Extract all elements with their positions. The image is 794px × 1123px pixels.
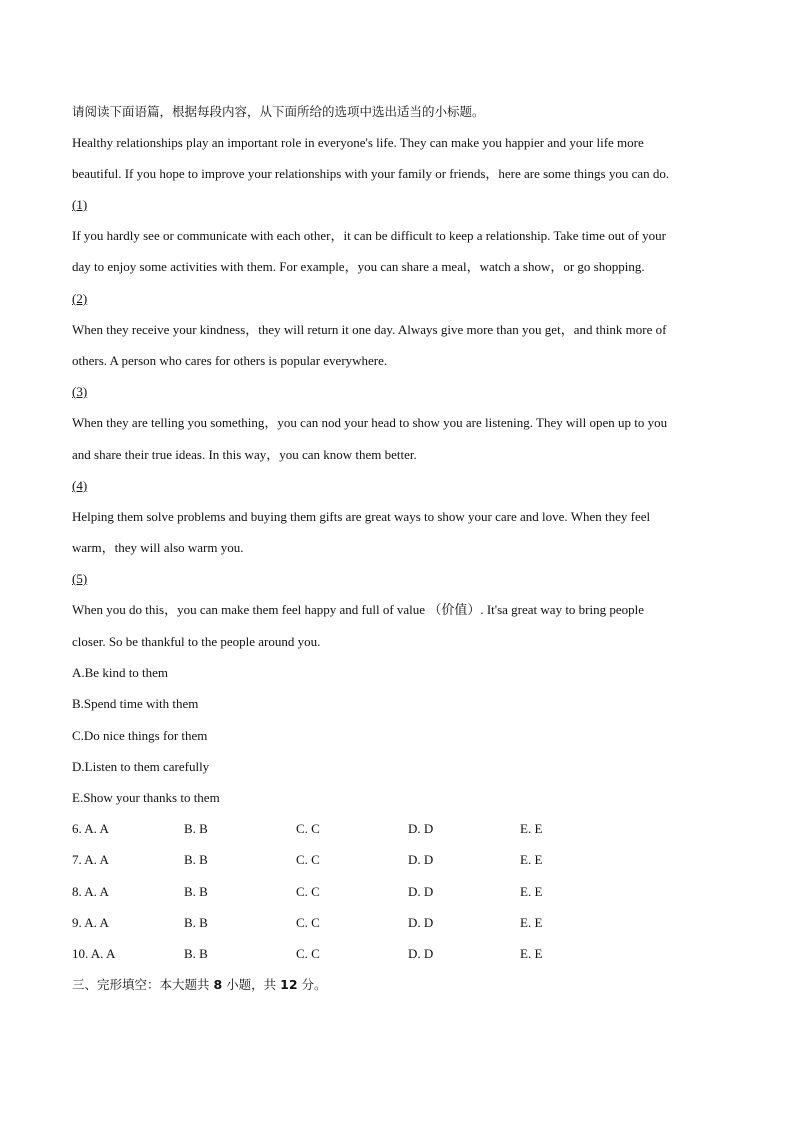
paragraph-marker-1: (1)	[72, 197, 88, 212]
paragraph-1-line-2: day to enjoy some activities with them. For example，you can share a meal，watch a show，or go shopping.	[72, 259, 645, 274]
question-9-option-d[interactable]: D. D	[408, 915, 434, 930]
section-question-count: 8	[213, 977, 223, 992]
question-6-option-d[interactable]: D. D	[408, 821, 434, 836]
intro-line-2: beautiful. If you hope to improve your relationships with your family or friends，here are some things you can do.	[72, 166, 670, 181]
question-9-option-c[interactable]: C. C	[296, 915, 320, 930]
paragraph-1-line-1: If you hardly see or communicate with each other，it can be difficult to keep a relationship. Take time out of your	[72, 228, 666, 243]
question-8-option-b[interactable]: B. B	[184, 884, 208, 899]
question-7-option-a[interactable]: 7. A. A	[72, 852, 109, 867]
paragraph-5-line-1: When you do this，you can make them feel happy and full of value （价值）. It'sa great way to bring people	[72, 602, 645, 617]
question-8-option-c[interactable]: C. C	[296, 884, 320, 899]
question-row	[72, 820, 722, 838]
question-10-option-d[interactable]: D. D	[408, 946, 434, 961]
choice-c: C.Do nice things for them	[72, 728, 208, 743]
paragraph-5-line-2: closer. So be thankful to the people around you.	[72, 634, 321, 649]
paragraph-marker-2: (2)	[72, 291, 88, 306]
paragraph-2-line-1: When they receive your kindness，they will return it one day. Always give more than you get，and think more of	[72, 322, 667, 337]
choice-e: E.Show your thanks to them	[72, 790, 220, 805]
instruction-text: 请阅读下面语篇，根据每段内容，从下面所给的选项中选出适当的小标题。	[72, 104, 485, 119]
question-8-option-d[interactable]: D. D	[408, 884, 434, 899]
question-row	[72, 883, 722, 901]
section-heading-suffix: 分。	[297, 977, 327, 992]
paragraph-4-line-2: warm，they will also warm you.	[72, 540, 244, 555]
question-9-option-e[interactable]: E. E	[520, 915, 543, 930]
paragraph-marker-3: (3)	[72, 384, 88, 399]
paragraph-marker-4: (4)	[72, 478, 88, 493]
question-row	[72, 914, 722, 932]
question-7-option-c[interactable]: C. C	[296, 852, 320, 867]
question-9-option-a[interactable]: 9. A. A	[72, 915, 109, 930]
question-row	[72, 851, 722, 869]
paragraph-4-line-1: Helping them solve problems and buying them gifts are great ways to show your care and love. When they feel	[72, 509, 651, 524]
intro-line-1: Healthy relationships play an important role in everyone's life. They can make you happier and your life more	[72, 135, 644, 150]
question-row	[72, 945, 722, 963]
question-10-option-e[interactable]: E. E	[520, 946, 543, 961]
question-7-option-d[interactable]: D. D	[408, 852, 434, 867]
question-6-option-a[interactable]: 6. A. A	[72, 821, 109, 836]
choice-a: A.Be kind to them	[72, 665, 169, 680]
paragraph-2-line-2: others. A person who cares for others is popular everywhere.	[72, 353, 388, 368]
question-6-option-c[interactable]: C. C	[296, 821, 320, 836]
section-heading-middle: 小题，共	[222, 977, 281, 992]
question-9-option-b[interactable]: B. B	[184, 915, 208, 930]
paragraph-3-line-2: and share their true ideas. In this way，you can know them better.	[72, 447, 417, 462]
paragraph-3-line-1: When they are telling you something，you can nod your head to show you are listening. They will open up to you	[72, 415, 668, 430]
question-10-option-a[interactable]: 10. A. A	[72, 946, 116, 961]
question-8-option-a[interactable]: 8. A. A	[72, 884, 109, 899]
question-6-option-e[interactable]: E. E	[520, 821, 543, 836]
section-total-score: 12	[280, 977, 298, 992]
section-heading-prefix: 三、完形填空：本大题共	[72, 977, 214, 992]
question-7-option-e[interactable]: E. E	[520, 852, 543, 867]
section-heading	[72, 976, 722, 994]
choice-d: D.Listen to them carefully	[72, 759, 210, 774]
paragraph-marker-5: (5)	[72, 571, 88, 586]
question-8-option-e[interactable]: E. E	[520, 884, 543, 899]
question-10-option-b[interactable]: B. B	[184, 946, 208, 961]
question-6-option-b[interactable]: B. B	[184, 821, 208, 836]
question-7-option-b[interactable]: B. B	[184, 852, 208, 867]
question-10-option-c[interactable]: C. C	[296, 946, 320, 961]
choice-b: B.Spend time with them	[72, 696, 199, 711]
